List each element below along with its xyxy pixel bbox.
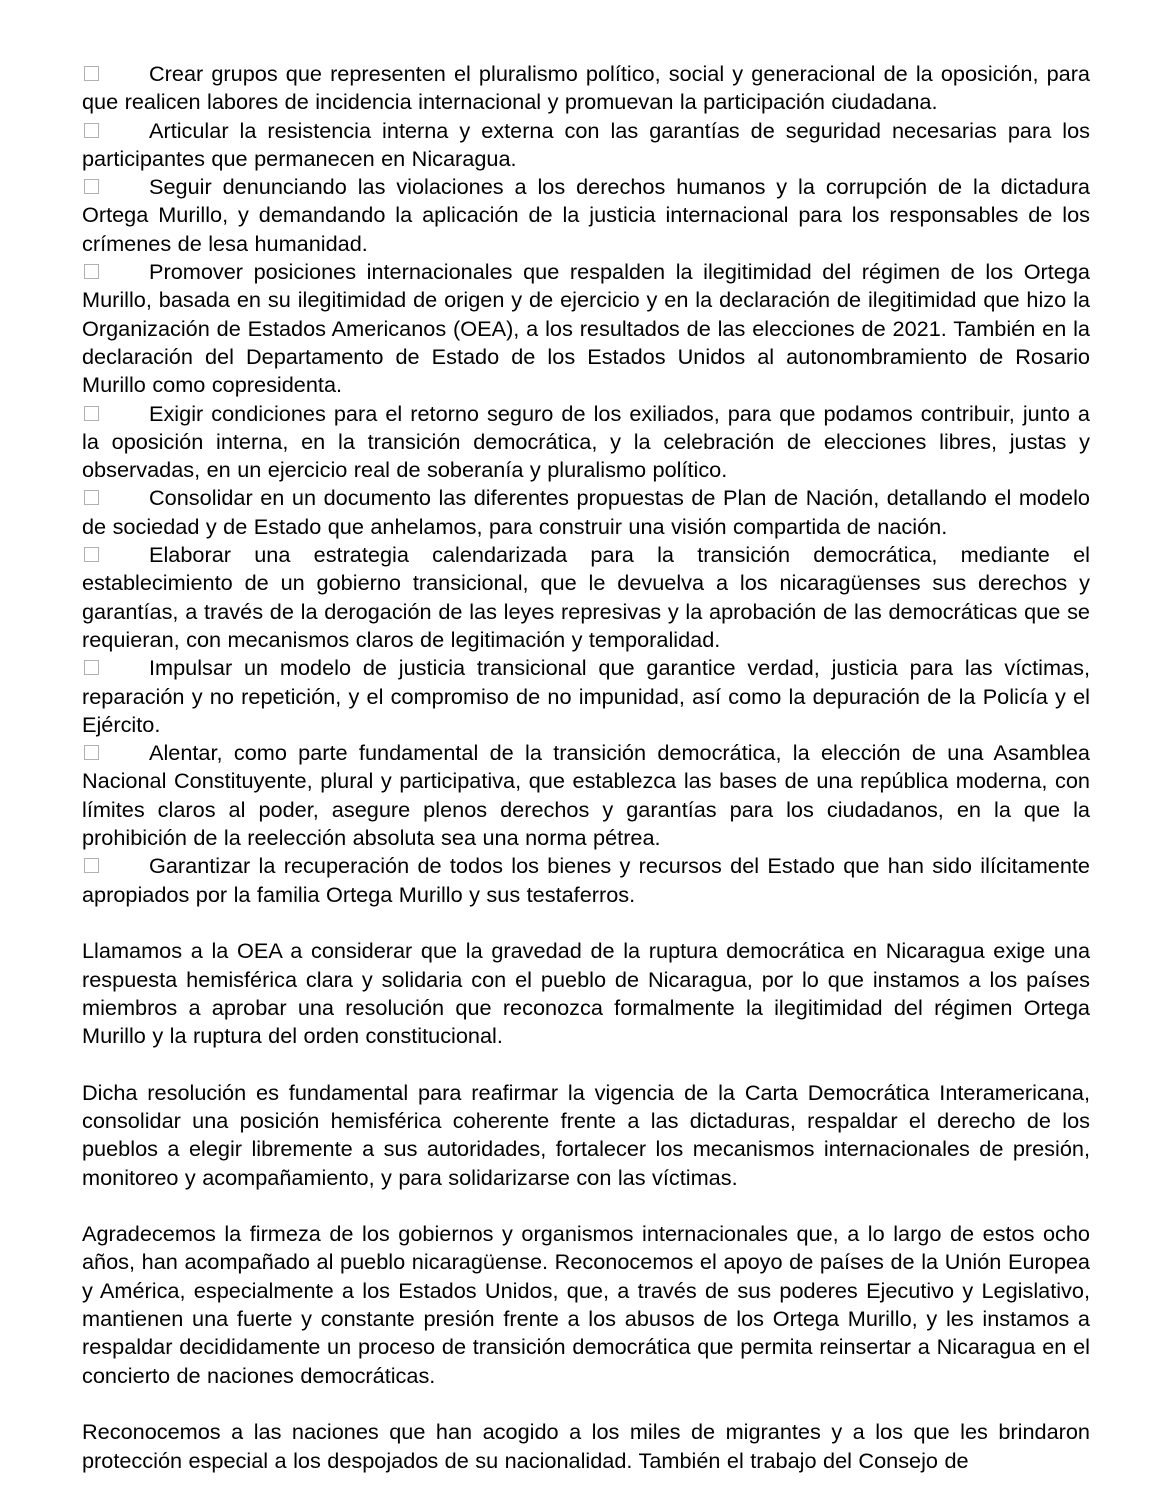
missing-glyph-bullet-icon [84, 858, 99, 873]
bullet-text: Garantizar la recuperación de todos los bienes y recursos del Estado que han sido ilícitamente apropiados por la familia Ortega Murillo y sus testaferros. [82, 853, 1090, 907]
bullet-item [82, 400, 1090, 485]
bullet-text: Seguir denunciando las violaciones a los derechos humanos y la corrupción de la dictadura Ortega Murillo, y demandando la aplicación de la justicia internacional para los responsables de los crímenes de lesa humanidad. [82, 174, 1090, 256]
paragraph-oea-call: Llamamos a la OEA a considerar que la gravedad de la ruptura democrática en Nicaragua exige una respuesta hemisférica clara y solidaria con el pueblo de Nicaragua, por lo que instamos a los países miembros a aprobar una resolución que reconozca formalmente la ilegitimidad del régimen Ortega Murillo y la ruptura del orden constitucional. [82, 938, 1090, 1049]
bullet-text: Promover posiciones internacionales que respalden la ilegitimidad del régimen de los Ortega Murillo, basada en su ilegitimidad de origen y de ejercicio y en la declaración de ilegitimidad que hizo la Organización de Estados Americanos (OEA), a los resultados de las elecciones de 2021. También en la declaración del Departamento de Estado de los Estados Unidos al autonombramiento de Rosario Murillo como copresidenta. [82, 259, 1090, 398]
paragraph-gratitude: Agradecemos la firmeza de los gobiernos y organismos internacionales que, a lo largo de estos ocho años, han acompañado al pueblo nicaragüense. Reconocemos el apoyo de países de la Unión Europea y América, especialmente a los Estados Unidos, que, a través de sus poderes Ejecutivo y Legislativo, mantienen una fuerte y constante presión frente a los abusos de los Ortega Murillo, y les instamos a respaldar decididamente un proceso de transición democrática que permita reinsertar a Nicaragua en el concierto de naciones democráticas. [82, 1221, 1090, 1388]
bullet-text: Alentar, como parte fundamental de la transición democrática, la elección de una Asamblea Nacional Constituyente, plural y participativa, que establezca las bases de una república moderna, con límites claros al poder, asegure plenos derechos y garantías para los ciudadanos, en la que la prohibición de la reelección absoluta sea una norma pétrea. [82, 740, 1090, 851]
missing-glyph-bullet-icon [84, 660, 99, 675]
missing-glyph-bullet-icon [84, 745, 99, 760]
missing-glyph-bullet-icon [84, 66, 99, 81]
bullet-text: Articular la resistencia interna y externa con las garantías de seguridad necesarias para los participantes que permanecen en Nicaragua. [82, 117, 1090, 171]
bullet-text: Impulsar un modelo de justicia transicional que garantice verdad, justicia para las víctimas, reparación y no repetición, y el compromiso de no impunidad, así como la depuración de la Policía y el Ejército. [82, 655, 1090, 737]
bullet-item [82, 258, 1090, 399]
missing-glyph-bullet-icon [84, 123, 99, 138]
bullet-text: Consolidar en un documento las diferentes propuestas de Plan de Nación, detallando el modelo de sociedad y de Estado que anhelamos, para construir una visión compartida de nación. [82, 485, 1090, 539]
bullet-text: Elaborar una estrategia calendarizada para la transición democrática, mediante el establecimiento de un gobierno transicional, que le devuelva a los nicaragüenses sus derechos y garantías, a través de la derogación de las leyes represivas y la aprobación de las democráticas que se requieran, con mecanismos claros de legitimación y temporalidad. [82, 542, 1090, 652]
bullet-item [82, 852, 1090, 909]
missing-glyph-bullet-icon [84, 179, 99, 194]
bullet-text: Crear grupos que representen el pluralismo político, social y generacional de la oposición, para que realicen labores de incidencia internacional y promuevan la participación ciudadana. [82, 61, 1090, 115]
bullet-item [82, 484, 1090, 541]
bullet-item [82, 654, 1090, 739]
missing-glyph-bullet-icon [84, 547, 99, 562]
bullet-text: Exigir condiciones para el retorno seguro de los exiliados, para que podamos contribuir, junto a la oposición interna, en la transición democrática, y la celebración de elecciones libres, justas y observadas, en un ejercicio real de soberanía y pluralismo político. [82, 400, 1090, 483]
bullet-item [82, 173, 1090, 258]
paragraph-resolution: Dicha resolución es fundamental para reafirmar la vigencia de la Carta Democrática Interamericana, consolidar una posición hemisférica coherente frente a las dictaduras, respaldar el derecho de los pueblos a elegir libremente a sus autoridades, fortalecer los mecanismos internacionales de presión, monitoreo y acompañamiento, y para solidarizarse con las víctimas. [82, 1079, 1090, 1190]
bullet-item [82, 739, 1090, 852]
bullet-item [82, 117, 1090, 174]
bullet-item [82, 60, 1090, 117]
missing-glyph-bullet-icon [84, 264, 99, 279]
paragraph-nations: Reconocemos a las naciones que han acogido a los miles de migrantes y a los que les brindaron protección especial a los despojados de su nacionalidad. También el trabajo del Consejo de [82, 1419, 1090, 1473]
missing-glyph-bullet-icon [84, 490, 99, 505]
bullet-item [82, 541, 1090, 654]
missing-glyph-bullet-icon [84, 406, 99, 421]
